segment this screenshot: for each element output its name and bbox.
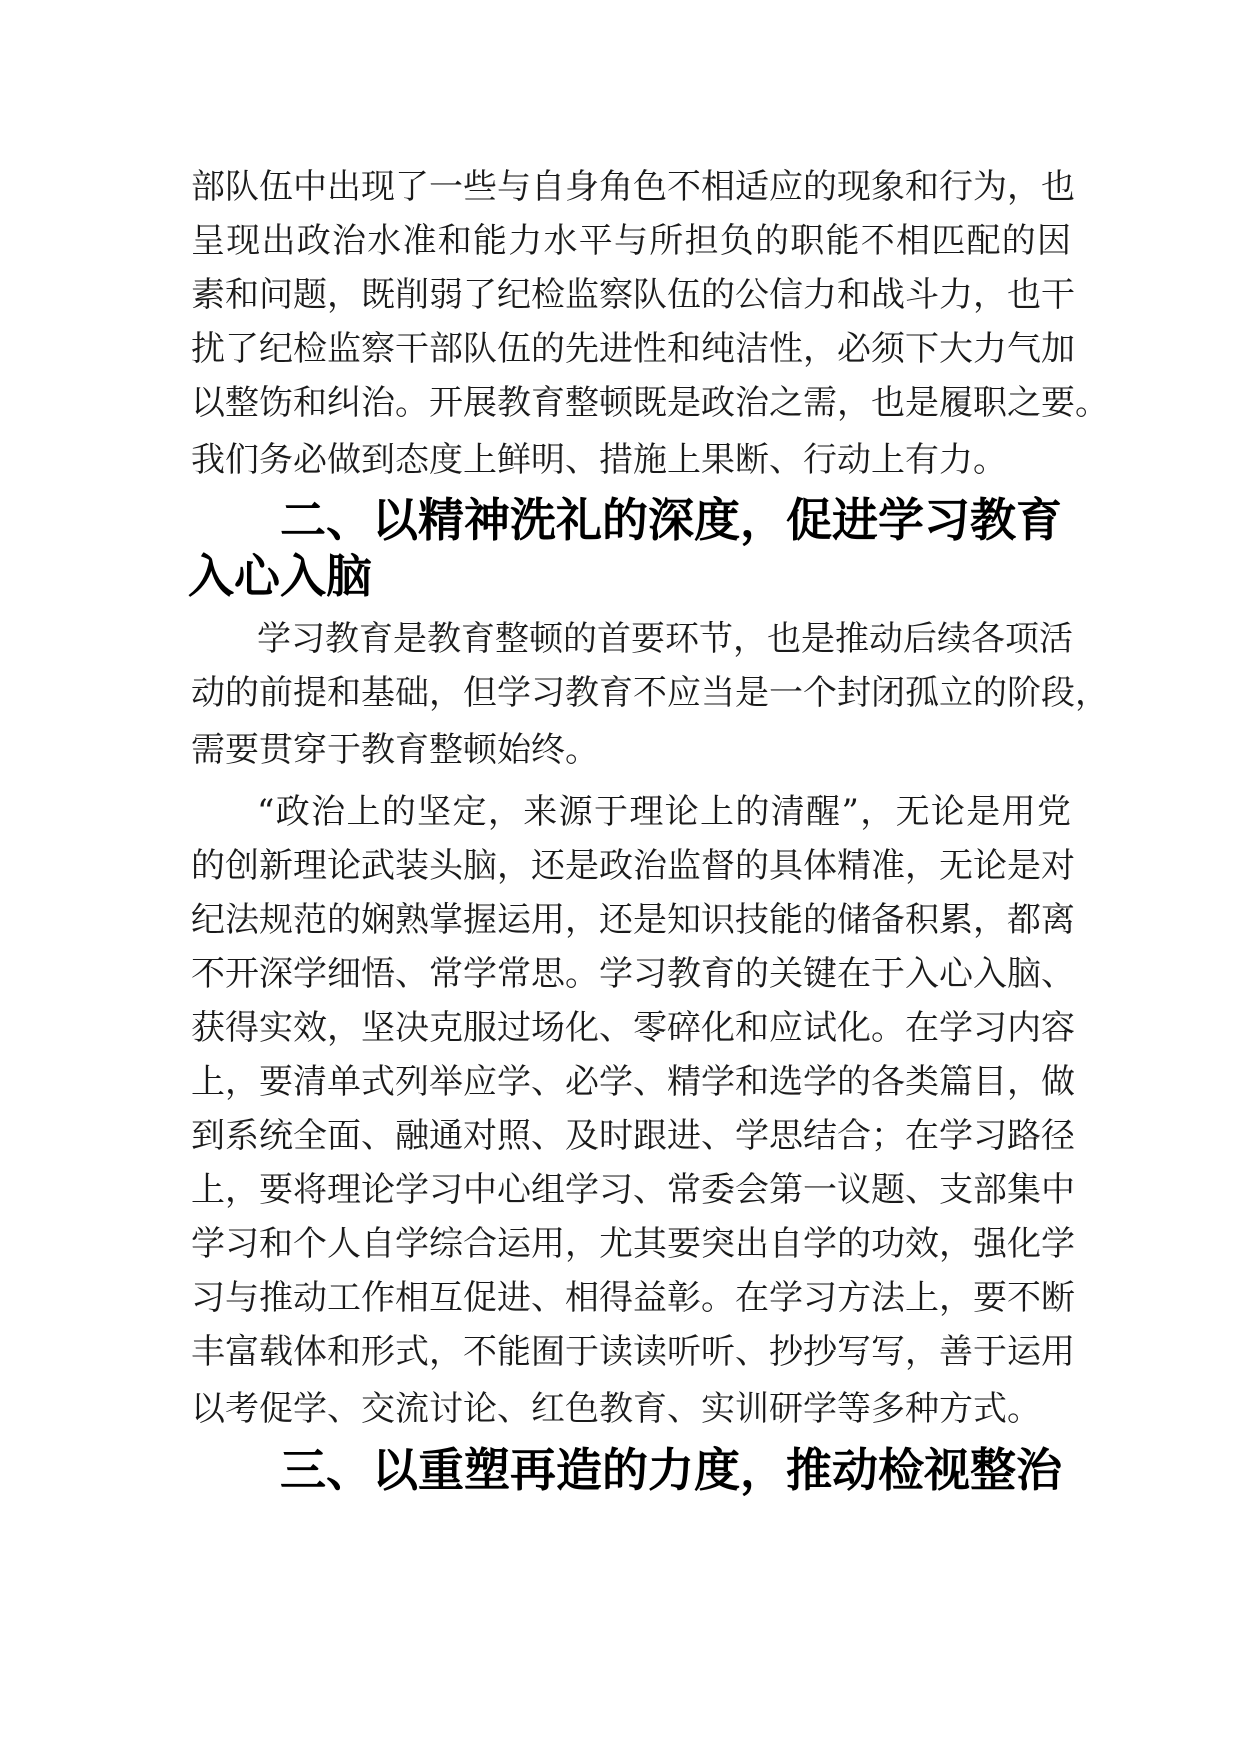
para2-line-2: 动的前提和基础，但学习教育不应当是一个封闭孤立的阶段，: [191, 673, 1109, 713]
para3-line-10: 习与推动工作相互促进、相得益彰。在学习方法上，要不断: [191, 1278, 1075, 1318]
section2-heading-line-1: 二、以精神洗礼的深度，促进学习教育: [280, 493, 1062, 547]
para3-line-9: 学习和个人自学综合运用，尤其要突出自学的功效，强化学: [191, 1224, 1075, 1264]
para1-line-4: 扰了纪检监察干部队伍的先进性和纯洁性，必须下大力气加: [191, 329, 1075, 369]
para3-line-6: 上，要清单式列举应学、必学、精学和选学的各类篇目，做: [191, 1062, 1075, 1102]
para3-line-11: 丰富载体和形式，不能囿于读读听听、抄抄写写，善于运用: [191, 1332, 1075, 1372]
para2-line-3: 需要贯穿于教育整顿始终。: [191, 730, 599, 770]
para3-line-2: 的创新理论武装头脑，还是政治监督的具体精准，无论是对: [191, 846, 1075, 886]
para3-line-8: 上，要将理论学习中心组学习、常委会第一议题、支部集中: [191, 1170, 1075, 1210]
para1-line-3: 素和问题，既削弱了纪检监察队伍的公信力和战斗力，也干: [191, 275, 1075, 315]
para1-line-5: 以整饬和纠治。开展教育整顿既是政治之需，也是履职之要。: [191, 383, 1109, 423]
section2-heading-line-2: 入心入脑: [188, 549, 372, 603]
section3-heading: 三、以重塑再造的力度，推动检视整治: [280, 1443, 1062, 1497]
para3-line-4: 不开深学细悟、常学常思。学习教育的关键在于入心入脑、: [191, 954, 1075, 994]
para3-line-12: 以考促学、交流讨论、红色教育、实训研学等多种方式。: [191, 1389, 1041, 1429]
para3-line-7: 到系统全面、融通对照、及时跟进、学思结合；在学习路径: [191, 1116, 1075, 1156]
para3-line-3: 纪法规范的娴熟掌握运用，还是知识技能的储备积累，都离: [191, 900, 1075, 940]
para1-line-6: 我们务必做到态度上鲜明、措施上果断、行动上有力。: [191, 440, 1007, 480]
para3-line-1: “政治上的坚定，来源于理论上的清醒”，无论是用党: [257, 792, 1071, 832]
para2-line-1: 学习教育是教育整顿的首要环节，也是推动后续各项活: [257, 619, 1073, 659]
para3-line-5: 获得实效，坚决克服过场化、零碎化和应试化。在学习内容: [191, 1008, 1075, 1048]
para1-line-2: 呈现出政治水准和能力水平与所担负的职能不相匹配的因: [191, 221, 1071, 261]
para1-line-1: 部队伍中出现了一些与自身角色不相适应的现象和行为，也: [191, 167, 1075, 207]
